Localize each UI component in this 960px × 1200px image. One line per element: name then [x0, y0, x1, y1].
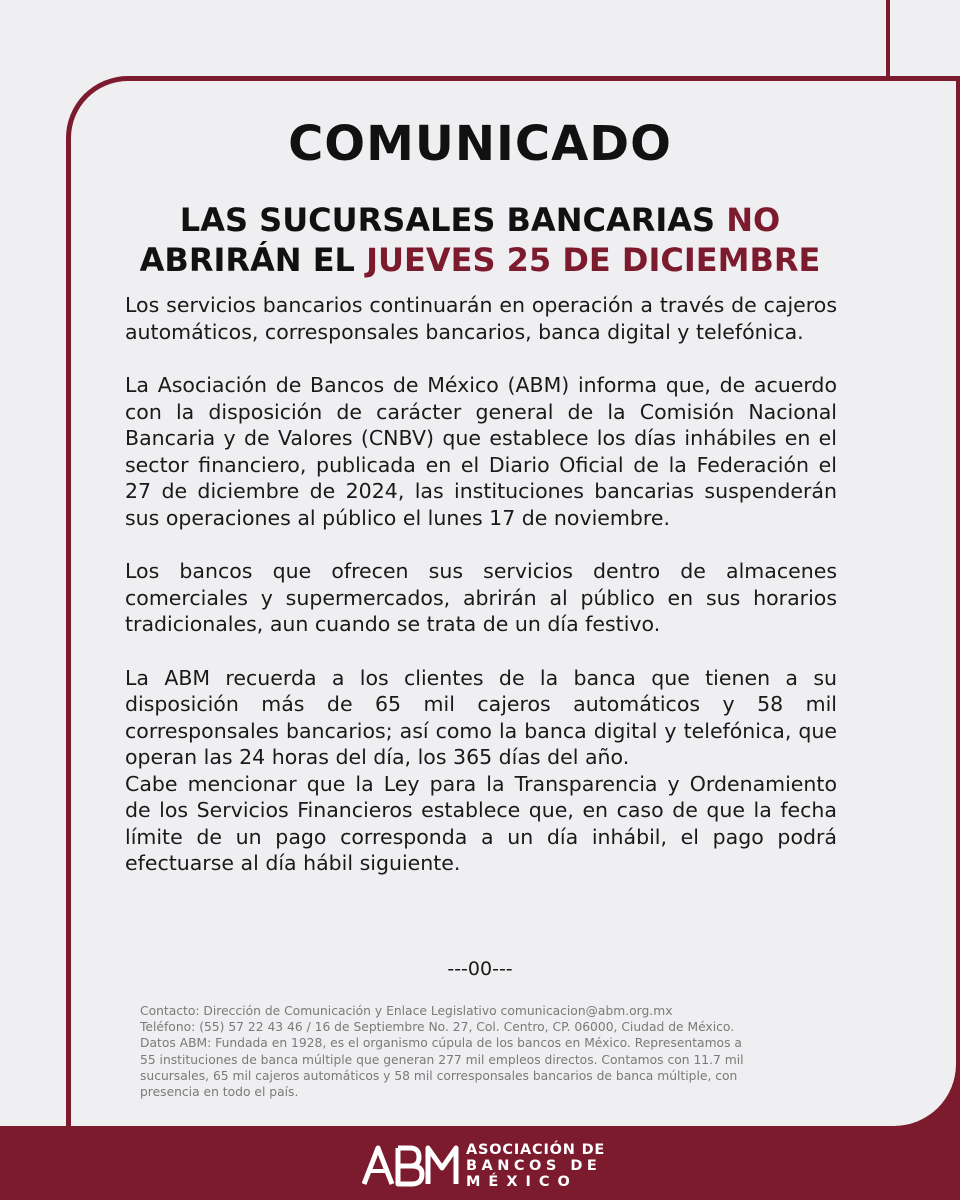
- body-text: [125, 292, 837, 877]
- headline: [0, 200, 960, 280]
- paragraph-1: Los servicios bancarios continuarán en operación a través de cajeros automáticos, corresponsales bancarios, banca digital y telefónica.: [125, 293, 837, 344]
- about-line-1: Datos ABM: Fundada en 1928, es el organismo cúpula de los bancos en México. Representamos a: [140, 1036, 742, 1051]
- about-line-3: sucursales, 65 mil cajeros automáticos y 58 mil corresponsales bancarios de banca múltiple, con: [140, 1068, 738, 1083]
- contact-info: [140, 1003, 820, 1100]
- abm-logo-text: [466, 1142, 605, 1190]
- about-line-2: 55 instituciones de banca múltiple que generan 277 mil empleos directos. Contamos con 11.7 mil: [140, 1052, 744, 1067]
- contact-line: Contacto: Dirección de Comunicación y Enlace Legislativo comunicacion@abm.org.mx: [140, 1004, 673, 1018]
- page-title: COMUNICADO: [288, 116, 672, 172]
- paragraph-5: Cabe mencionar que la Ley para la Transparencia y Ordenamiento de los Servicios Financieros establece que, en caso de que la fecha límite de un pago corresponda a un día inhábil, el pago podrá efectuarse al día hábil siguiente.: [125, 771, 837, 875]
- abm-logo-mark-icon: [362, 1140, 462, 1190]
- top-accent-line: [886, 0, 890, 80]
- logo-line-3: MÉXICO: [466, 1174, 578, 1190]
- headline-accent-date: JUEVES 25 DE DICIEMBRE: [366, 241, 821, 279]
- paragraph-3: Los bancos que ofrecen sus servicios dentro de almacenes comerciales y supermercados, abrirán al público en sus horarios tradicionales, aun cuando se trata de un día festivo.: [125, 559, 837, 636]
- paragraph-2: La Asociación de Bancos de México (ABM) informa que, de acuerdo con la disposición de carácter general de la Comisión Nacional Bancaria y de Valores (CNBV) que establece los días inhábiles en el sector financiero, publicada en el Diario Oficial de la Federación el 27 de diciembre de 2024, las instituciones bancarias suspenderán sus operaciones al público el lunes 17 de noviembre.: [125, 373, 837, 530]
- headline-part-1: LAS SUCURSALES BANCARIAS: [179, 201, 727, 239]
- logo-line-2: BANCOS DE: [466, 1158, 602, 1174]
- logo-line-1: ASOCIACIÓN DE: [466, 1142, 606, 1158]
- contact-phone-line: Teléfono: (55) 57 22 43 46 / 16 de Septiembre No. 27, Col. Centro, CP. 06000, Ciudad de México.: [140, 1020, 735, 1035]
- headline-part-3: ABRIRÁN EL: [139, 241, 367, 279]
- about-line-4: presencia en todo el país.: [140, 1085, 299, 1100]
- abm-logo: [362, 1140, 612, 1190]
- headline-accent-no: NO: [726, 201, 781, 239]
- separator: ---00---: [447, 958, 513, 980]
- paragraph-4: La ABM recuerda a los clientes de la banca que tienen a su disposición más de 65 mil cajeros automáticos y 58 mil corresponsales bancarios; así como la banca digital y telefónica, que operan las 24 horas del día, los 365 días del año.: [125, 665, 837, 769]
